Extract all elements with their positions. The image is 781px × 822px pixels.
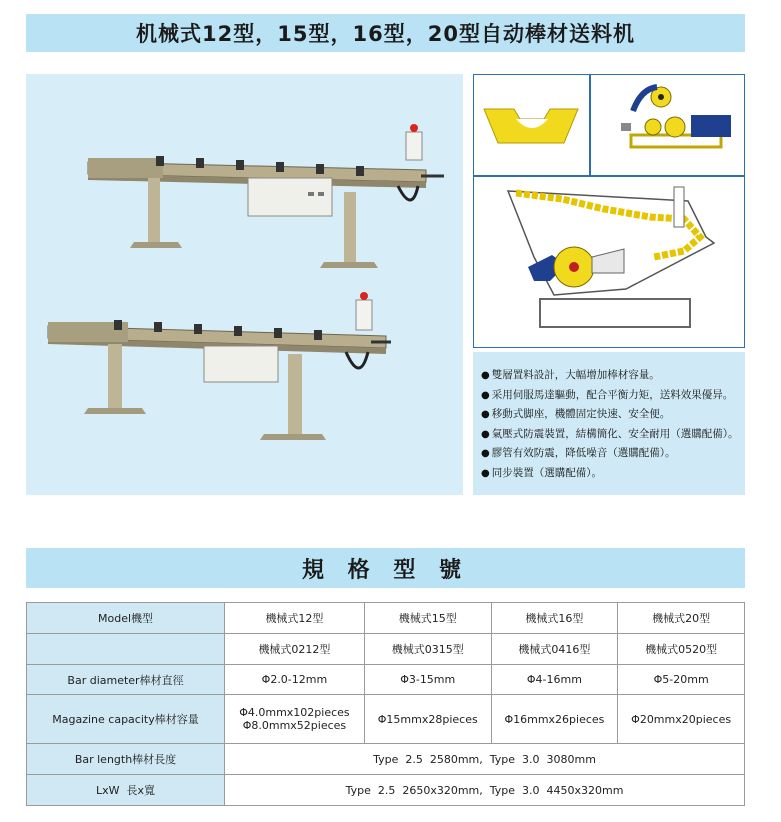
feature-item: ● 同步裝置（選購配備）。 [481,466,602,479]
capacity-cell: Φ15mmx28pieces [364,695,491,744]
bullet-icon: ● [481,467,490,479]
diameter-cell: Φ5-20mm [618,664,745,695]
length-value: Type 2.5 2580mm, Type 3.0 3080mm [225,744,745,775]
lxw-label: LxW 長x寬 [27,775,225,806]
code-cell: 機械式0520型 [618,633,745,664]
page-title-banner [26,14,745,52]
roller-mechanism-diagram [590,74,745,176]
model-cell: 機械式15型 [364,603,491,634]
code-label [27,633,225,664]
upper-machine-illustration [88,124,444,268]
bullet-icon: ● [481,370,490,381]
feature-item: ● 采用伺服馬達驅動，配合平衡力矩，送料效果優异。 [481,388,734,401]
table-row [27,775,745,806]
bullet-icon: ● [481,428,490,440]
capacity-label: Magazine capacity棒材容量 [27,695,225,744]
length-label: Bar length棒材長度 [27,744,225,775]
diameter-cell: Φ2.0-12mm [225,664,365,695]
model-cell: 機械式12型 [225,603,365,634]
page-title: 机械式12型，15型，16型，20型自动棒材送料机 [136,22,635,46]
bullet-icon: ● [481,448,490,460]
feature-list [473,352,745,495]
capacity-cell: Φ20mmx20pieces [618,695,745,744]
feature-item: ● 雙層置料設計，大幅增加棒材容量。 [481,369,660,381]
table-row [27,603,745,634]
bullet-icon: ● [481,409,490,421]
diameter-label: Bar diameter棒材直徑 [27,664,225,695]
table-row [27,664,745,695]
lxw-value: Type 2.5 2650x320mm, Type 3.0 4450x320mm [225,775,745,806]
capacity-cell: Φ16mmx26pieces [491,695,618,744]
table-row [27,695,745,744]
feature-item: ● 移動式脚座，機體固定快速、安全便。 [481,408,671,421]
lower-machine-illustration [48,292,391,440]
code-cell: 機械式0416型 [491,633,618,664]
table-row [27,633,745,664]
spec-table [26,602,745,806]
model-label: Model機型 [27,603,225,634]
code-cell: 機械式0315型 [364,633,491,664]
diameter-cell: Φ3-15mm [364,664,491,695]
v-block-diagram [473,74,590,176]
feature-item: ● 膠管有效防震，降低噪音（選購配備）。 [481,447,676,460]
table-row [27,744,745,775]
model-cell: 機械式16型 [491,603,618,634]
capacity-cell: Φ4.0mmx102pieces Φ8.0mmx52pieces [225,695,365,744]
spec-title-banner [26,548,745,588]
spec-title: 規 格 型 號 [302,557,469,583]
diameter-cell: Φ4-16mm [491,664,618,695]
machine-photo [26,74,463,495]
bullet-icon: ● [481,389,490,401]
chain-feed-diagram [473,176,745,348]
code-cell: 機械式0212型 [225,633,365,664]
feature-item: ● 氣壓式防震裝置，結構簡化、安全耐用（選購配備）。 [481,427,739,440]
model-cell: 機械式20型 [618,603,745,634]
